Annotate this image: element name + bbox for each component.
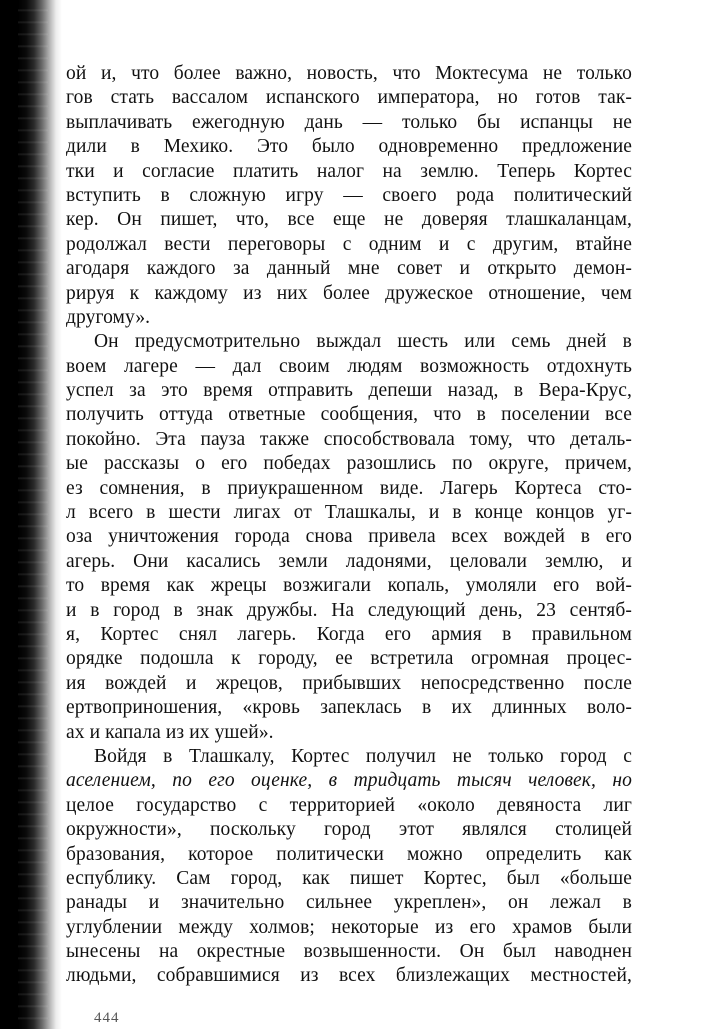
text-line: Войдя в Тлашкалу, Кортес получил не только город с [94,745,632,767]
text-line: воем лагере — дал своим людям возможность отдохнуть [66,355,632,377]
text-line: выплачивать ежегодную дань — только бы испанцы не [66,111,632,133]
text-line: углублении между холмов; некоторые из его храмов были [66,916,632,938]
text-line: гов стать вассалом испанского императора, но готов так- [66,87,632,109]
text-line: то время как жрецы возжигали копаль, умоляли его вой- [66,575,632,597]
text-line: бразования, которое политически можно определить как [66,843,632,865]
text-line: орядке подошла к городу, ее встретила огромная процес- [66,648,632,670]
text-line: вступить в сложную игру — своего рода политический [66,184,632,206]
text-line: ия вождей и жрецов, прибывших непосредственно после [66,672,632,694]
text-line: получить оттуда ответные сообщения, что в поселении все [66,404,632,426]
text-line: другому». [66,306,151,328]
text-line: кер. Он пишет, что, все еще не доверяя тлашкаланцам, [66,209,632,231]
text-line: ранады и значительно сильнее укреплен», он лежал в [66,892,632,914]
text-line: успел за это время отправить депеши назад, в Вера-Крус, [66,380,632,402]
text-line: ертвоприношения, «кровь запеклась в их длинных воло- [66,697,632,719]
text-line: ез сомнения, в приукрашенном виде. Лагерь Кортеса сто- [66,477,632,499]
text-line: дили в Мехико. Это было одновременно предложение [66,136,632,158]
text-line: ые рассказы о его победах разошлись по округе, причем, [66,453,632,475]
binding-shadow [0,0,62,1029]
text-line: Он предусмотрительно выждал шесть или семь дней в [94,331,632,353]
text-line: агерь. Они касались земли ладонями, целовали землю, и [66,550,632,572]
text-line: ой и, что более важно, новость, что Моктесума не только [66,63,632,84]
text-line: оза уничтожения города снова привела всех вождей в его [66,526,632,548]
text-line: агодаря каждого за данный мне совет и открыто демон- [66,258,632,280]
text-line: окружности», поскольку город этот являлся столицей [66,819,632,841]
body-text [66,62,632,989]
text-line: ах и капала из их ушей». [66,721,274,743]
text-line: людьми, собравшимися из всех близлежащих местностей, [66,965,632,987]
page-number: 444 [94,1010,120,1026]
text-line: рируя к каждому из них более дружеское отношение, чем [66,282,632,304]
text-line: родолжал вести переговоры с одним и с другим, втайне [66,233,632,255]
text-line: еспублику. Сам город, как пишет Кортес, был «больше [66,867,632,889]
text-line: покойно. Эта пауза также способствовала тому, что деталь- [66,428,632,450]
text-line: л всего в шести лигах от Тлашкалы, и в конце концов уг- [66,502,632,524]
text-line: тки и согласие платить налог на землю. Теперь Кортес [66,160,632,182]
text-line: целое государство с территорией «около девяноста лиг [66,794,632,816]
text-line: я, Кортес снял лагерь. Когда его армия в правильном [66,623,632,645]
text-line: аселением, по его оценке, в тридцать тысяч человек, но [66,770,632,792]
text-line: ынесены на окрестные возвышенности. Он был наводнен [66,941,632,963]
text-line: и в город в знак дружбы. На следующий день, 23 сентяб- [66,599,632,621]
